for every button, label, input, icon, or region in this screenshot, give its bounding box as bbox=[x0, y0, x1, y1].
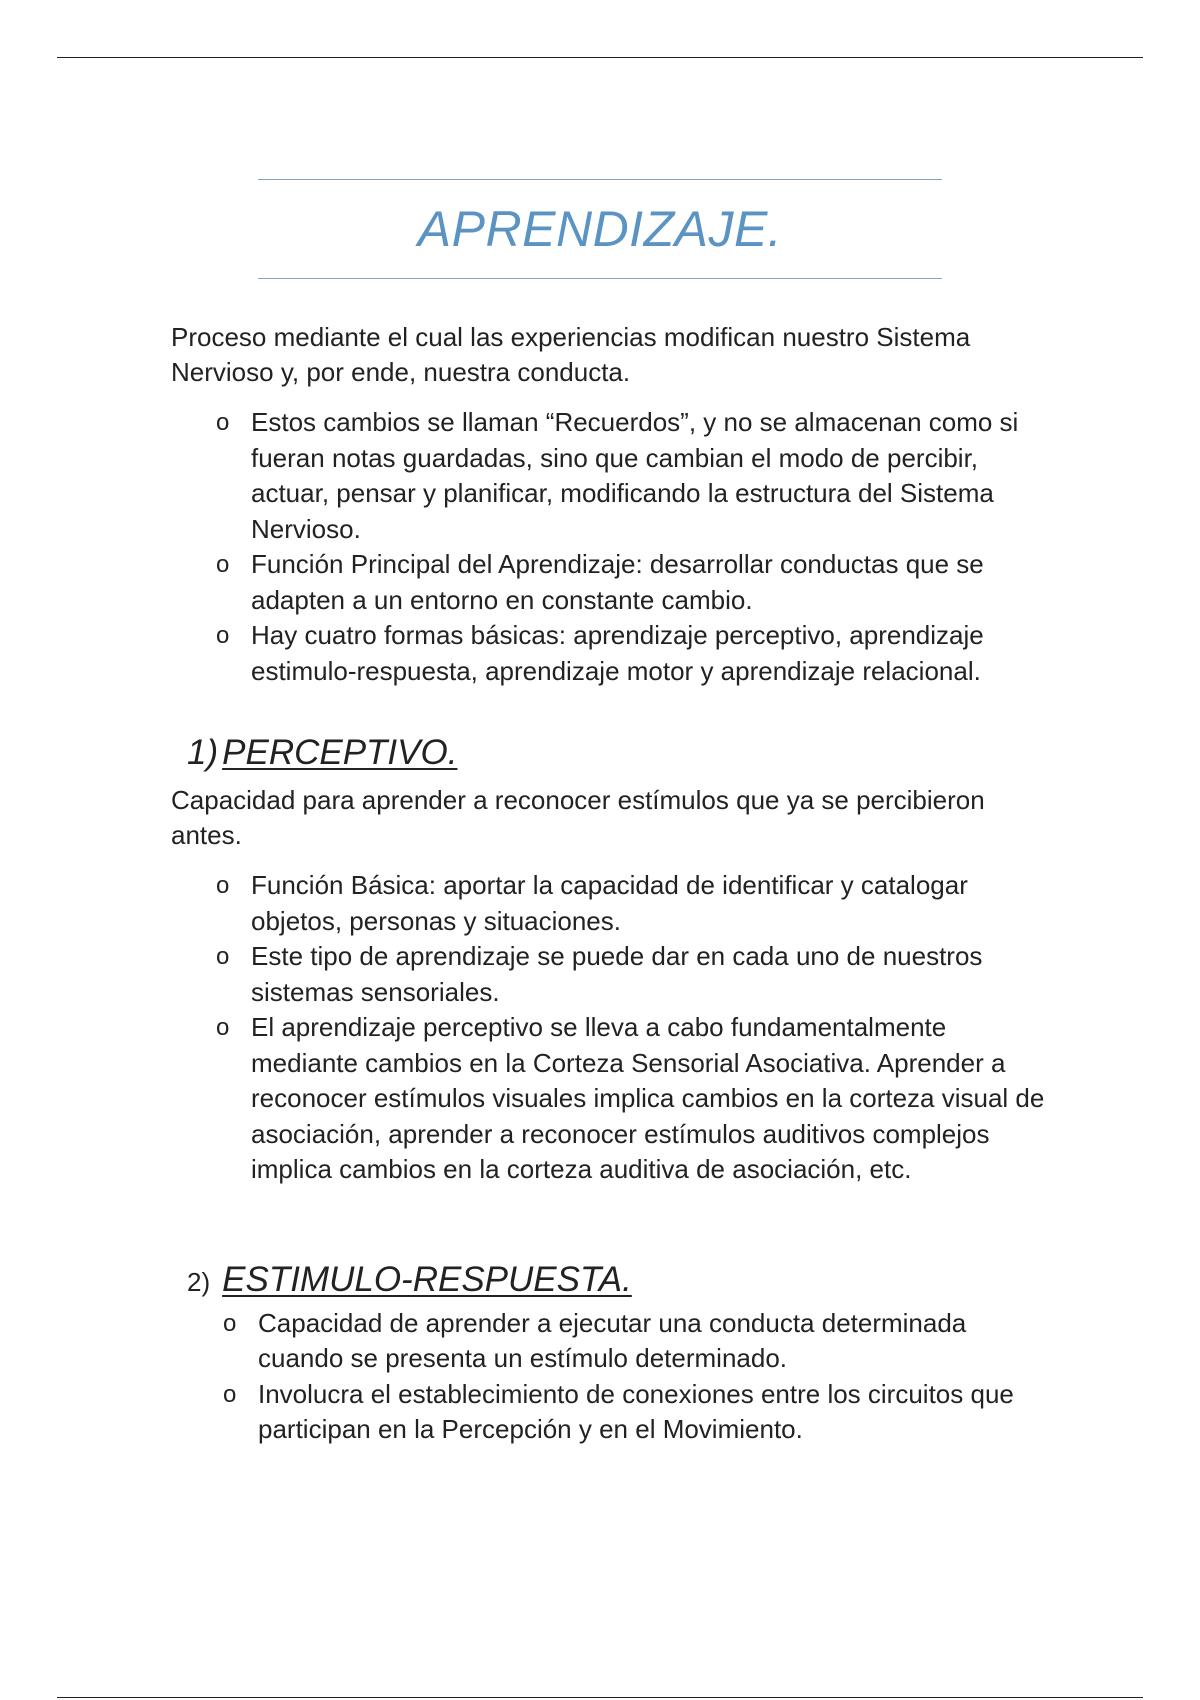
bullet-marker: o bbox=[223, 1309, 237, 1337]
section-2-heading bbox=[187, 1260, 1051, 1302]
document-body bbox=[171, 320, 1051, 1448]
section-number: 1) bbox=[187, 733, 219, 772]
list-item-text: Capacidad de aprender a ejecutar una conducta determinada cuando se presenta un estímulo determinado. bbox=[258, 1307, 967, 1373]
title-rule-bottom bbox=[258, 278, 942, 279]
list-item-text: Involucra el establecimiento de conexiones entre los circuitos que participan en la Percepción y en el Movimiento. bbox=[258, 1378, 1014, 1444]
list-item-text: Este tipo de aprendizaje se puede dar en cada uno de nuestros sistemas sensoriales. bbox=[251, 941, 983, 1007]
list-item bbox=[171, 405, 1051, 547]
bullet-marker: o bbox=[216, 1014, 230, 1041]
bullet-marker: o bbox=[216, 622, 230, 649]
list-item-text: Estos cambios se llaman “Recuerdos”, y no se almacenan como si fueran notas guardadas, sino que cambian el modo de percibir, actuar, pensar y planificar, modificando la estructura del Sistema Nervioso. bbox=[251, 407, 1019, 544]
list-item bbox=[171, 618, 1051, 689]
section-1-heading bbox=[187, 733, 1051, 773]
list-item-text: Función Básica: aportar la capacidad de identificar y catalogar objetos, personas y situaciones. bbox=[251, 870, 968, 936]
section-2-bullet-list bbox=[171, 1306, 1051, 1448]
section-1-paragraph: Capacidad para aprender a reconocer estímulos que ya se percibieron antes. bbox=[171, 785, 985, 850]
intro-paragraph: Proceso mediante el cual las experiencias modifican nuestro Sistema Nervioso y, por ende, nuestra conducta. bbox=[171, 322, 971, 387]
section-number: 2) bbox=[187, 1266, 211, 1297]
list-item bbox=[171, 547, 1051, 618]
bullet-marker: o bbox=[223, 1380, 237, 1408]
page-top-rule bbox=[57, 57, 1143, 58]
list-item bbox=[171, 1010, 1051, 1188]
list-item bbox=[171, 1377, 1051, 1448]
bullet-marker: o bbox=[216, 409, 230, 436]
section-1-bullet-list bbox=[171, 868, 1051, 1188]
page-bottom-rule bbox=[57, 1697, 1143, 1698]
list-item bbox=[171, 939, 1051, 1010]
title-block bbox=[258, 179, 942, 279]
page-title: APRENDIZAJE. bbox=[417, 201, 783, 257]
list-item-text: El aprendizaje perceptivo se lleva a cabo fundamentalmente mediante cambios en la Corteza Sensorial Asociativa. Aprender a reconocer estímulos visuales implica cambios en la corteza visual de asociación, aprender a reconocer estímulos auditivos complejos implica cambios en la corteza auditiva de asociación, etc. bbox=[251, 1012, 1045, 1184]
list-item-text: Hay cuatro formas básicas: aprendizaje perceptivo, aprendizaje estimulo-respuesta, aprendizaje motor y aprendizaje relacional. bbox=[251, 620, 984, 686]
intro-bullet-list bbox=[171, 405, 1051, 689]
list-item bbox=[171, 1306, 1051, 1377]
bullet-marker: o bbox=[216, 943, 230, 970]
list-item bbox=[171, 868, 1051, 939]
section-title: PERCEPTIVO. bbox=[222, 733, 458, 772]
list-item-text: Función Principal del Aprendizaje: desarrollar conductas que se adapten a un entorno en constante cambio. bbox=[251, 549, 984, 615]
bullet-marker: o bbox=[216, 551, 230, 578]
section-title: ESTIMULO-RESPUESTA. bbox=[222, 1259, 632, 1299]
bullet-marker: o bbox=[216, 872, 230, 899]
